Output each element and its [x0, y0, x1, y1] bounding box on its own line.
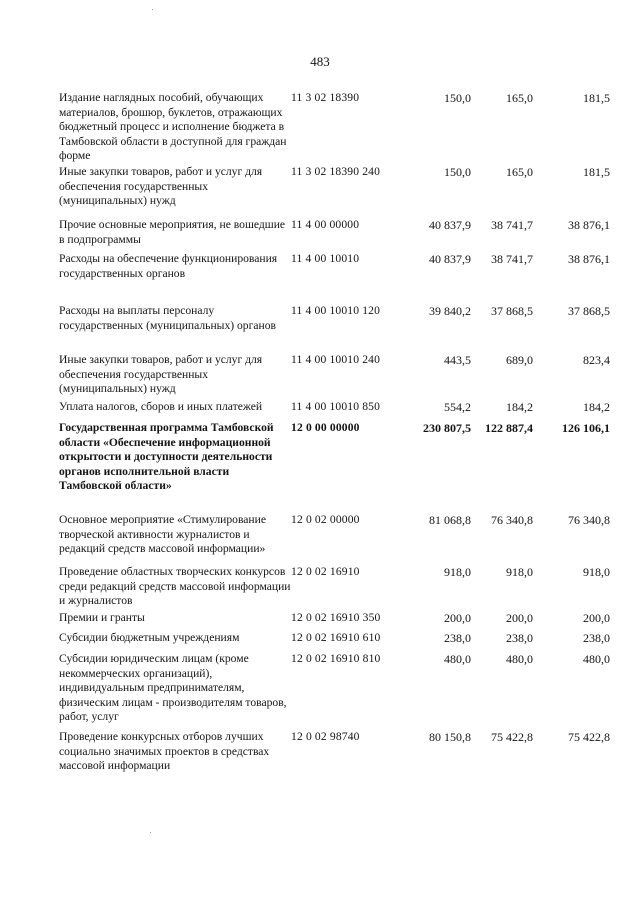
row-amount-1: 150,0: [444, 91, 471, 105]
row-code: 11 4 00 10010 120: [291, 304, 381, 317]
row-amount-2: 38 741,7: [491, 252, 533, 266]
row-name: Основное мероприятие «Стимулирование творческой активности журналистов и редакций средств массовой информации»: [59, 513, 266, 556]
row-name: Уплата налогов, сборов и иных платежей: [59, 400, 263, 413]
row-amount-1: 200,0: [444, 611, 471, 625]
row-amount-1: 554,2: [444, 400, 471, 414]
row-code: 12 0 02 16910 350: [291, 611, 381, 624]
row-amount-1: 230 807,5: [423, 421, 471, 435]
row-amount-2: 165,0: [506, 91, 533, 105]
row-code: 12 0 02 16910 810: [291, 652, 381, 665]
row-amount-2: 200,0: [506, 611, 533, 625]
row-amount-3: 126 106,1: [562, 421, 610, 435]
row-amount-3: 238,0: [583, 631, 610, 645]
row-amount-3: 823,4: [583, 353, 610, 367]
row-code: 11 4 00 10010 240: [291, 353, 381, 366]
row-amount-3: 38 876,1: [568, 252, 610, 266]
row-name: Субсидии бюджетным учреждениям: [59, 631, 240, 644]
row-amount-3: 76 340,8: [568, 513, 610, 527]
row-amount-1: 81 068,8: [429, 513, 471, 527]
row-name: Расходы на обеспечение функционирования государственных органов: [59, 252, 278, 280]
row-code: 11 4 00 10010: [291, 252, 360, 265]
row-amount-3: 181,5: [583, 165, 610, 179]
row-code: 11 3 02 18390: [291, 91, 360, 104]
row-name: Премии и гранты: [59, 611, 145, 624]
row-name: Проведение конкурсных отборов лучших социально значимых проектов в средствах массовой информации: [59, 730, 270, 773]
scan-speck: [150, 832, 151, 833]
row-amount-3: 200,0: [583, 611, 610, 625]
row-name: Расходы на выплаты персоналу государственных (муниципальных) органов: [59, 304, 276, 332]
row-amount-3: 918,0: [583, 565, 610, 579]
row-amount-3: 480,0: [583, 652, 610, 666]
row-code: 12 0 02 16910 610: [291, 631, 381, 644]
row-amount-1: 80 150,8: [429, 730, 471, 744]
row-amount-2: 165,0: [506, 165, 533, 179]
row-code: 12 0 02 00000: [291, 513, 360, 526]
row-code: 12 0 00 00000: [291, 421, 360, 434]
row-amount-1: 40 837,9: [429, 218, 471, 232]
row-name: Издание наглядных пособий, обучающих материалов, брошюр, буклетов, отражающих бюджетный процесс и исполнение бюджета в Тамбовской области в доступной для граждан форме: [59, 91, 287, 163]
row-amount-2: 184,2: [506, 400, 533, 414]
row-amount-2: 122 887,4: [485, 421, 533, 435]
row-name: Субсидии юридическим лицам (кроме некоммерческих организаций), индивидуальным предпринимателям, физическим лицам - производителям товаров, работ, услуг: [59, 652, 287, 724]
row-amount-2: 37 868,5: [491, 304, 533, 318]
row-amount-1: 480,0: [444, 652, 471, 666]
page-number: 483: [310, 54, 330, 69]
row-code: 11 4 00 00000: [291, 218, 360, 231]
row-amount-1: 40 837,9: [429, 252, 471, 266]
row-name: Иные закупки товаров, работ и услуг для обеспечения государственных (муниципальных) нужд: [59, 353, 263, 396]
row-code: 11 4 00 10010 850: [291, 400, 381, 413]
row-amount-1: 918,0: [444, 565, 471, 579]
row-name: Проведение областных творческих конкурсов среди редакций средств массовой информации и журналистов: [59, 565, 291, 608]
row-name: Прочие основные мероприятия, не вошедшие в подпрограммы: [59, 218, 286, 246]
row-amount-3: 38 876,1: [568, 218, 610, 232]
row-name: Иные закупки товаров, работ и услуг для обеспечения государственных (муниципальных) нужд: [59, 165, 263, 208]
row-amount-1: 150,0: [444, 165, 471, 179]
row-code: 12 0 02 98740: [291, 730, 360, 743]
row-amount-2: 38 741,7: [491, 218, 533, 232]
row-amount-1: 443,5: [444, 353, 471, 367]
row-amount-2: 918,0: [506, 565, 533, 579]
row-code: 11 3 02 18390 240: [291, 165, 381, 178]
row-name: Государственная программа Тамбовской области «Обеспечение информационной открытости и доступности деятельности органов исполнительной власти Тамбовской области»: [59, 421, 274, 493]
row-amount-1: 238,0: [444, 631, 471, 645]
row-amount-2: 75 422,8: [491, 730, 533, 744]
row-amount-3: 181,5: [583, 91, 610, 105]
row-amount-2: 76 340,8: [491, 513, 533, 527]
row-amount-2: 480,0: [506, 652, 533, 666]
row-amount-2: 238,0: [506, 631, 533, 645]
row-amount-3: 37 868,5: [568, 304, 610, 318]
row-amount-1: 39 840,2: [429, 304, 471, 318]
scan-speck: [152, 9, 153, 10]
row-amount-2: 689,0: [506, 353, 533, 367]
row-amount-3: 184,2: [583, 400, 610, 414]
row-code: 12 0 02 16910: [291, 565, 360, 578]
row-amount-3: 75 422,8: [568, 730, 610, 744]
